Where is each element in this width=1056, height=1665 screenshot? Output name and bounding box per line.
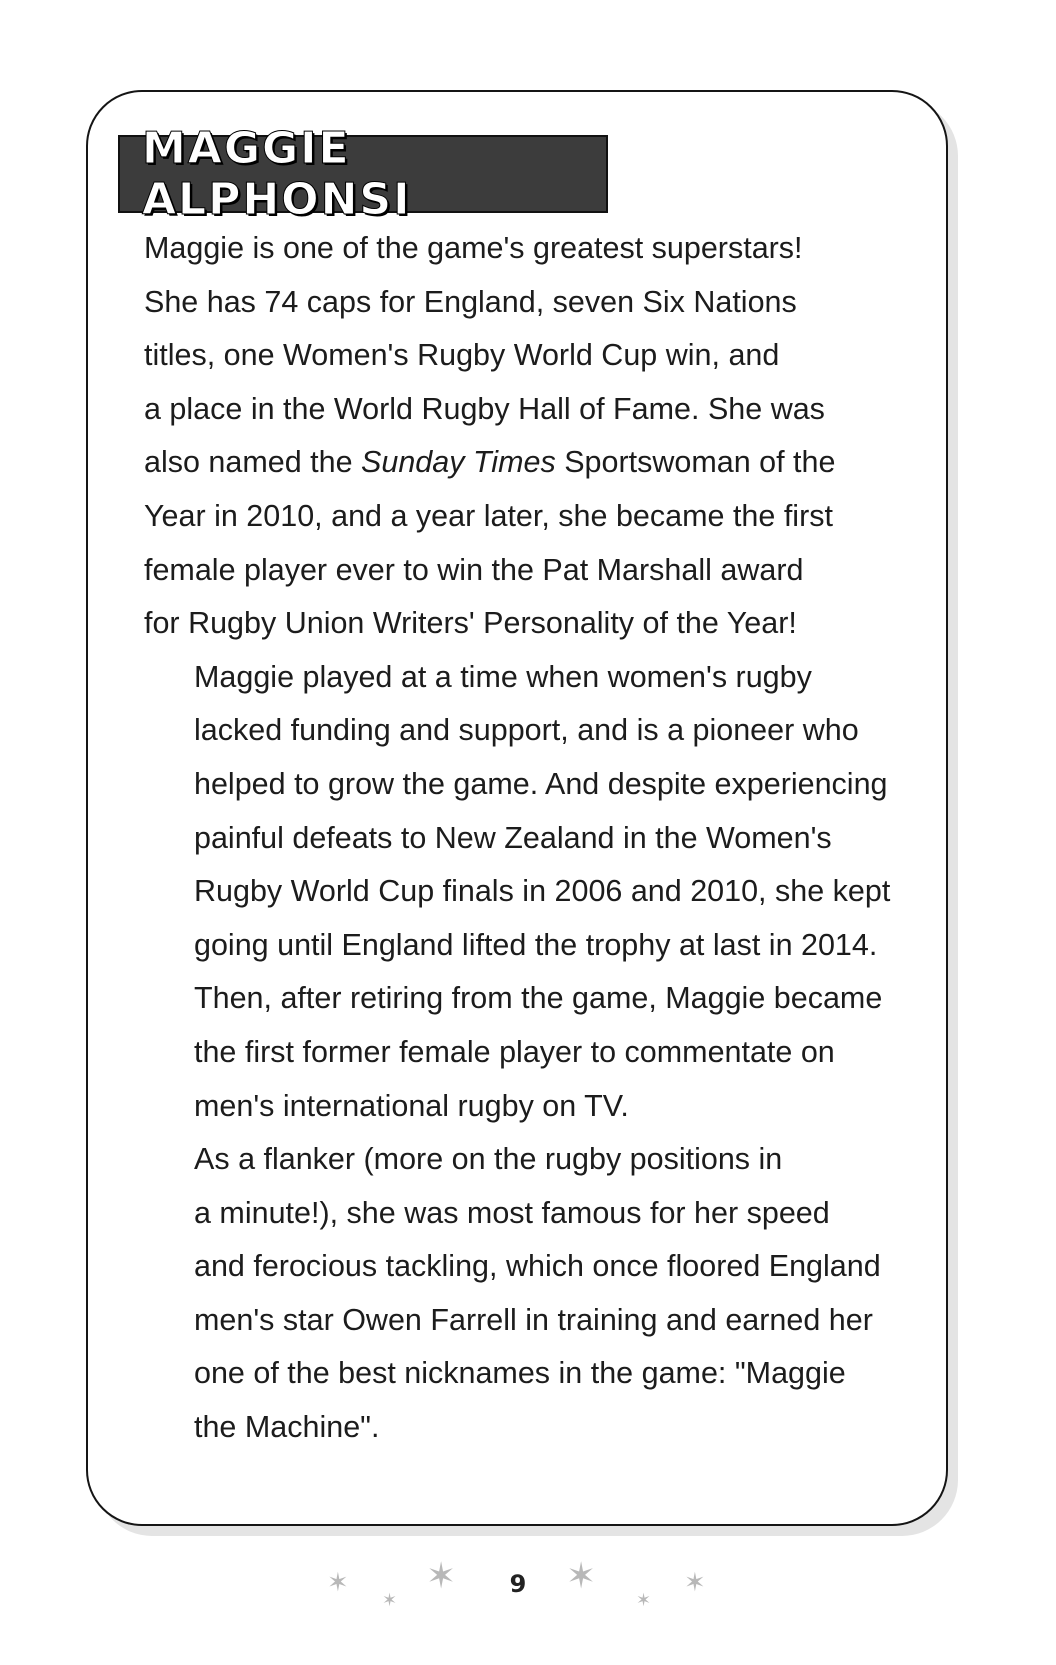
star-icon: ✶ — [327, 1568, 349, 1598]
text-line: As a flanker (more on the rugby positions in — [194, 1142, 783, 1177]
text-line: men's international rugby on TV. — [194, 1088, 629, 1123]
text-line: titles, one Women's Rugby World Cup win, and — [144, 338, 780, 373]
text-line: Year in 2010, and a year later, she became the first — [144, 498, 833, 533]
text-line: Then, after retiring from the game, Maggie became — [194, 981, 883, 1016]
page-footer — [0, 1556, 1056, 1620]
paragraph-3 — [144, 1133, 914, 1455]
star-icon: ✶ — [426, 1556, 457, 1597]
text-line: lacked funding and support, and is a pioneer who — [194, 713, 859, 748]
star-icon: ✶ — [382, 1590, 398, 1611]
text-line: Maggie is one of the game's greatest superstars! — [144, 231, 803, 265]
text-line: She has 74 caps for England, seven Six Nations — [144, 284, 797, 319]
heading-banner — [118, 123, 608, 225]
page-title: MAGGIE ALPHONSI — [142, 123, 412, 225]
text-line: a minute!), she was most famous for her speed — [194, 1195, 830, 1230]
page-number: 9 — [509, 1570, 527, 1598]
text-line — [144, 436, 914, 490]
text-fragment: Sportswoman of the — [555, 445, 836, 480]
text-fragment: also named the — [144, 445, 362, 480]
text-line: one of the best nicknames in the game: "Maggie — [194, 1356, 846, 1391]
text-line: helped to grow the game. And despite experiencing — [194, 766, 888, 801]
text-line: going until England lifted the trophy at last in 2014. — [194, 927, 878, 962]
star-icon: ✶ — [566, 1556, 597, 1597]
paragraph-1 — [144, 222, 914, 651]
text-line: Rugby World Cup finals in 2006 and 2010, she kept — [194, 874, 891, 909]
newspaper-title: Sunday Times — [361, 445, 556, 480]
text-line: female player ever to win the Pat Marshall award — [144, 552, 804, 587]
text-line: for Rugby Union Writers' Personality of the Year! — [144, 606, 797, 641]
text-line: Maggie played at a time when women's rugby — [194, 659, 812, 694]
text-line: the Machine". — [194, 1410, 380, 1445]
text-line: the first former female player to commentate on — [194, 1034, 835, 1069]
paragraph-2 — [144, 651, 914, 1133]
star-icon: ✶ — [684, 1568, 706, 1598]
star-icon: ✶ — [636, 1590, 652, 1611]
text-line: men's star Owen Farrell in training and earned her — [194, 1302, 873, 1337]
text-line: a place in the World Rugby Hall of Fame. She was — [144, 391, 825, 426]
text-line: painful defeats to New Zealand in the Women's — [194, 820, 832, 855]
text-line: and ferocious tackling, which once floored England — [194, 1249, 881, 1284]
article-body — [144, 222, 914, 1455]
